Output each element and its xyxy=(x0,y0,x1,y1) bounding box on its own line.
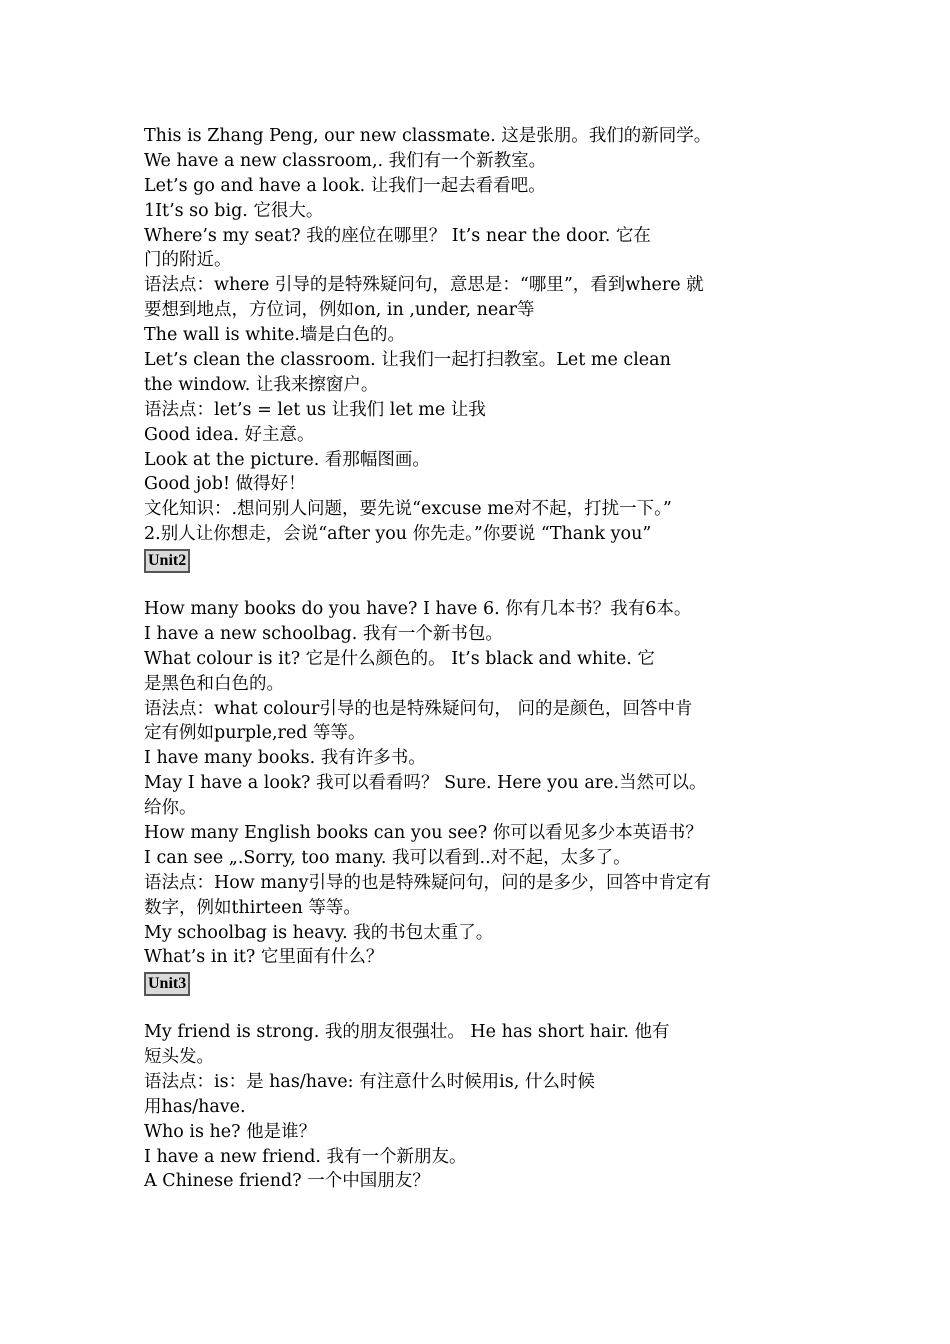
text-line: Let’s clean the classroom. 让我们一起打扫教室。Let me clean xyxy=(144,350,671,371)
text-line: Who is he? 他是谁？ xyxy=(144,1121,317,1142)
grammar-note: 要想到地点，方位词，例如on, in ,under, near等 xyxy=(144,300,535,321)
text-line: I can see „.Sorry, too many. 我可以看到..对不起，太多了。 xyxy=(144,847,631,868)
grammar-note: 语法点：How many引导的也是特殊疑问句，问的是多少，回答中肯定有 xyxy=(144,872,712,893)
text-line: The wall is white.墙是白色的。 xyxy=(144,325,405,346)
unit2-heading: Unit2 xyxy=(144,549,190,573)
grammar-note: 定有例如purple,red 等等。 xyxy=(144,723,366,744)
document-body xyxy=(144,124,824,1194)
grammar-note: 语法点：let’s = let us 让我们 let me 让我 xyxy=(144,399,486,420)
text-line: I have a new schoolbag. 我有一个新书包。 xyxy=(144,623,503,644)
text-line: How many books do you have? I have 6. 你有几本书？我有6本。 xyxy=(144,598,692,619)
culture-note: 2.别人让你想走，会说“after you 你先走。”你要说 “Thank you” xyxy=(144,524,652,545)
grammar-note: 语法点：what colour引导的也是特殊疑问句， 问的是颜色，回答中肯 xyxy=(144,698,693,719)
unit3-section xyxy=(144,1020,824,1194)
unit3-heading-block xyxy=(144,970,824,1020)
text-line: Where’s my seat? 我的座位在哪里？ It’s near the door. 它在 xyxy=(144,225,651,246)
unit2-heading-block xyxy=(144,547,824,597)
text-line: My friend is strong. 我的朋友很强壮。 He has short hair. 他有 xyxy=(144,1022,670,1043)
text-line: How many English books can you see? 你可以看见多少本英语书？ xyxy=(144,822,703,843)
text-line: We have a new classroom,. 我们有一个新教室。 xyxy=(144,150,547,171)
text-line: Good job! 做得好！ xyxy=(144,474,306,495)
grammar-note: 语法点：where 引导的是特殊疑问句，意思是：“哪里”，看到where 就 xyxy=(144,275,704,296)
text-line: Let’s go and have a look. 让我们一起去看看吧。 xyxy=(144,175,546,196)
text-line: I have a new friend. 我有一个新朋友。 xyxy=(144,1146,467,1167)
text-line: A Chinese friend? 一个中国朋友？ xyxy=(144,1171,430,1192)
text-line: 给你。 xyxy=(144,798,197,819)
text-line: I have many books. 我有许多书。 xyxy=(144,748,426,769)
unit2-section xyxy=(144,597,824,970)
grammar-note: 用has/have. xyxy=(144,1096,246,1117)
grammar-note: 数字，例如thirteen 等等。 xyxy=(144,897,361,918)
text-line: 门的附近。 xyxy=(144,250,232,271)
text-line: What colour is it? 它是什么颜色的。 It’s black and white. 它 xyxy=(144,648,655,669)
unit1-section xyxy=(144,124,824,547)
text-line: Look at the picture. 看那幅图画。 xyxy=(144,449,430,470)
culture-note: 文化知识：.想问别人问题，要先说“excuse me对不起，打扰一下。” xyxy=(144,499,672,520)
text-line: My schoolbag is heavy. 我的书包太重了。 xyxy=(144,922,494,943)
text-line: Good idea. 好主意。 xyxy=(144,424,315,445)
text-line: 是黑色和白色的。 xyxy=(144,673,284,694)
text-line: 1It’s so big. 它很大。 xyxy=(144,200,324,221)
grammar-note: 语法点：is：是 has/have: 有注意什么时候用is, 什么时候 xyxy=(144,1071,595,1092)
text-line: 短头发。 xyxy=(144,1046,214,1067)
text-line: This is Zhang Peng, our new classmate. 这是张朋。我们的新同学。 xyxy=(144,126,712,146)
text-line: What’s in it? 它里面有什么？ xyxy=(144,947,384,968)
unit3-heading: Unit3 xyxy=(144,972,190,996)
text-line: the window. 让我来擦窗户。 xyxy=(144,374,379,395)
text-line: May I have a look? 我可以看看吗？ Sure. Here you are.当然可以。 xyxy=(144,773,707,794)
